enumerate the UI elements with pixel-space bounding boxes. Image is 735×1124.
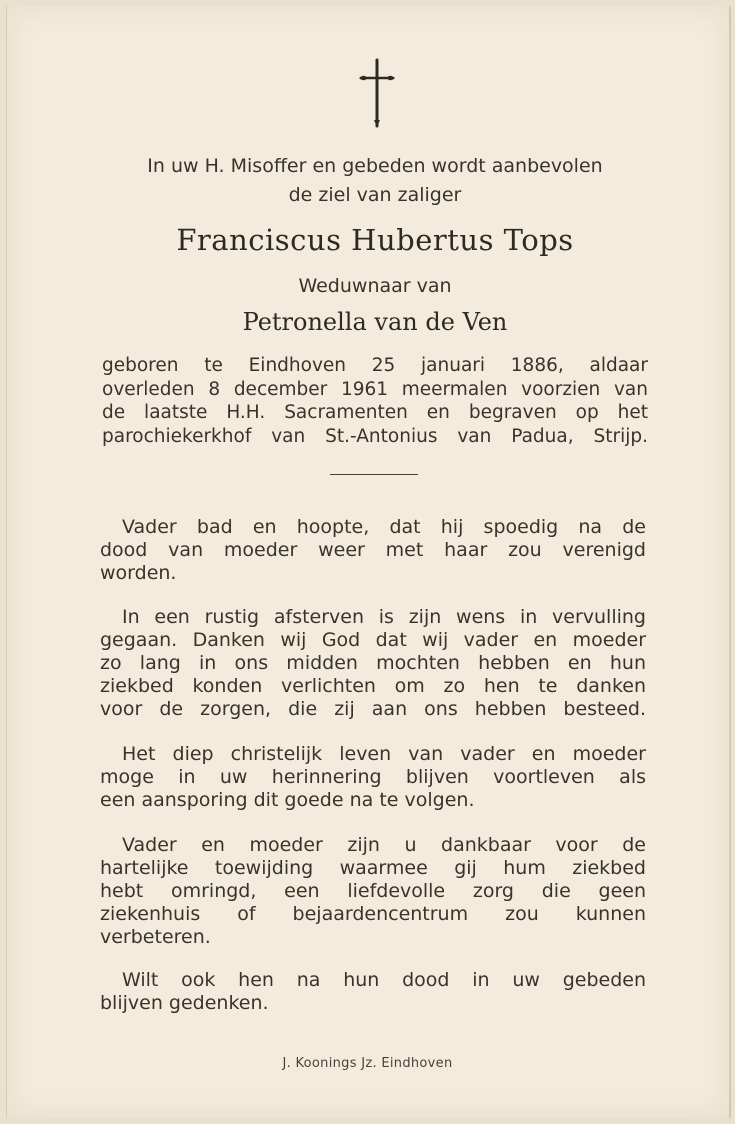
- paragraph-line: In een rustig afsterven is zijn wens in vervulling: [122, 606, 646, 628]
- paragraph: [100, 516, 646, 585]
- paragraph-line: moge in uw herinnering blijven voortleven als: [100, 766, 646, 788]
- bio-line: parochiekerkhof van St.-Antonius van Padua, Strijp.: [102, 425, 648, 447]
- bio-line: de laatste H.H. Sacramenten en begraven op het: [102, 402, 648, 423]
- cross-icon: [355, 56, 399, 130]
- bio-line: overleden 8 december 1961 meermalen voorzien van: [102, 378, 648, 400]
- paragraph-line: Vader bad en hoopte, dat hij spoedig na de: [122, 516, 646, 538]
- paragraph-line: een aansporing dit goede na te volgen.: [100, 789, 475, 811]
- paragraph-line: verbeteren.: [100, 926, 211, 948]
- spouse-name: Petronella van de Ven: [242, 308, 508, 336]
- deceased-name: Franciscus Hubertus Tops: [176, 223, 574, 257]
- biography: [102, 354, 648, 448]
- paragraph-line: zo lang in ons midden mochten hebben en hun: [100, 652, 646, 674]
- paragraph-line: hartelijke toewijding waarmee gij hum ziekbed: [100, 857, 646, 879]
- paragraph: [100, 743, 646, 812]
- paragraph: [100, 834, 646, 949]
- paragraph-line: Het diep christelijk leven van vader en moeder: [122, 743, 646, 765]
- divider: [330, 474, 418, 475]
- paragraph-line: hebt omringd, een liefdevolle zorg die geen: [100, 880, 646, 902]
- intro-line: In uw H. Misoffer en gebeden wordt aanbevolen: [147, 155, 603, 177]
- paragraph-line: Wilt ook hen na hun dood in uw gebeden: [122, 969, 646, 991]
- paragraph-line: blijven gedenken.: [100, 992, 269, 1014]
- paragraph-line: gegaan. Danken wij God dat wij vader en moeder: [100, 629, 646, 651]
- paragraph-line: Vader en moeder zijn u dankbaar voor de: [122, 834, 646, 856]
- relation-label: Weduwnaar van: [298, 275, 452, 297]
- paragraph-line: worden.: [100, 562, 177, 584]
- paragraph-line: dood van moeder weer met haar zou verenigd: [100, 539, 646, 561]
- paragraph: [100, 969, 646, 1015]
- printer-credit: J. Koonings Jz. Eindhoven: [282, 1056, 453, 1071]
- intro-line: de ziel van zaliger: [288, 184, 462, 206]
- bio-line: geboren te Eindhoven 25 januari 1886, aldaar: [102, 355, 648, 376]
- paragraph: [100, 606, 646, 721]
- paragraph-line: voor de zorgen, die zij aan ons hebben besteed.: [100, 698, 646, 720]
- intro-text: [95, 152, 655, 210]
- paragraph-line: ziekenhuis of bejaardencentrum zou kunnen: [100, 903, 646, 925]
- paragraph-line: ziekbed konden verlichten om zo hen te danken: [100, 675, 646, 697]
